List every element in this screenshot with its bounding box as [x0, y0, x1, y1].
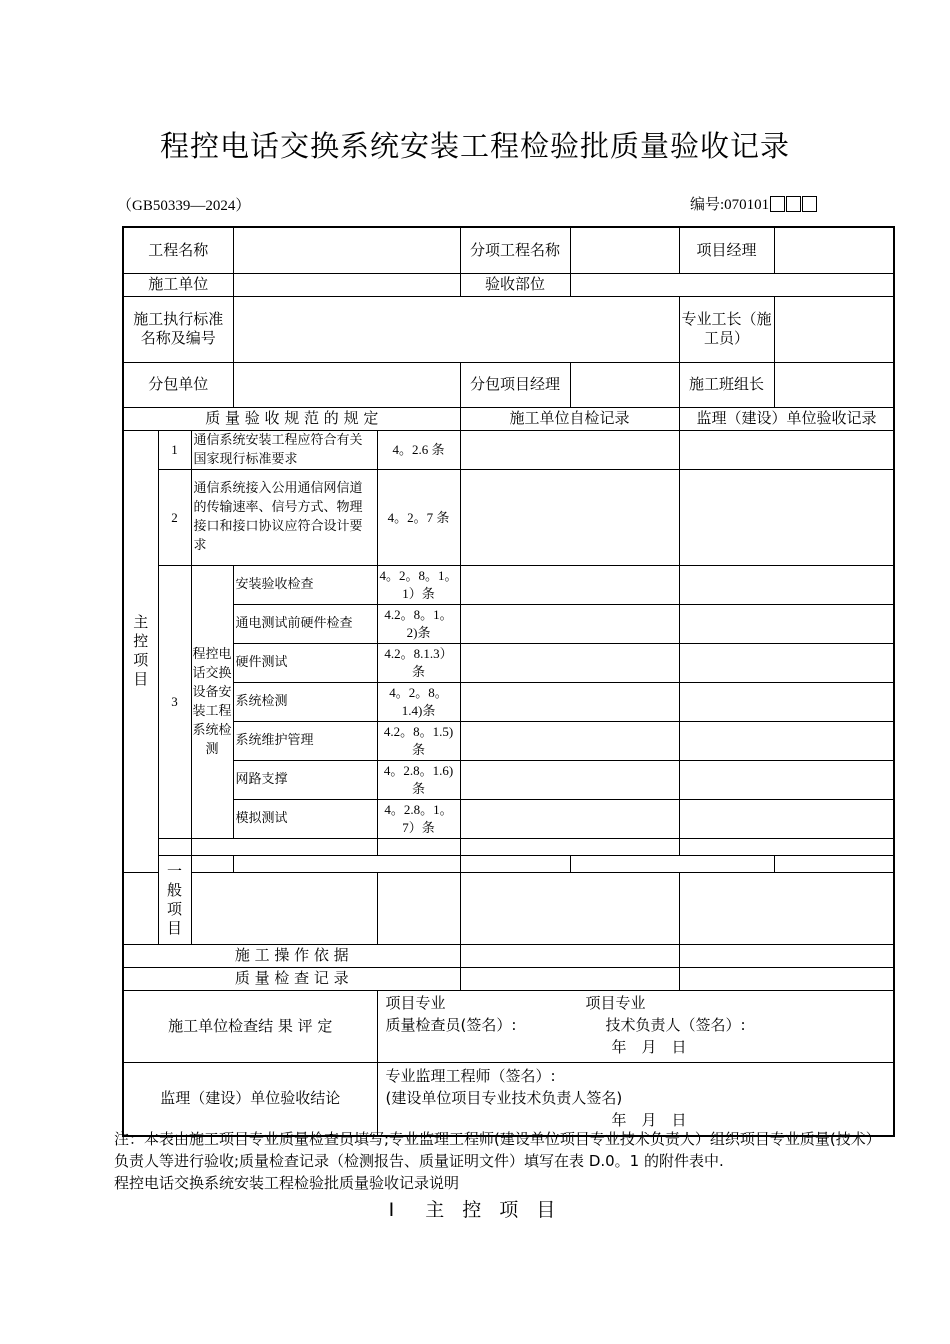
item-clause: 4。2.6 条	[377, 430, 460, 469]
supervision-cell[interactable]	[679, 799, 894, 838]
item-number: 1	[158, 430, 191, 469]
team-leader-value[interactable]	[774, 362, 894, 407]
table-note	[114, 1128, 894, 1194]
item-number: 2	[158, 469, 191, 565]
basis-self-check[interactable]	[460, 944, 679, 967]
item-number: 3	[158, 565, 191, 838]
sub-item-text: 系统检测	[233, 682, 377, 721]
sub-item-text: 硬件测试	[233, 643, 377, 682]
eval-date: 年 月 日	[611, 1110, 687, 1129]
explain-title: 程控电话交换系统安装工程检验批质量验收记录说明	[114, 1174, 460, 1192]
foreman-value[interactable]	[774, 296, 894, 362]
acceptance-table	[122, 226, 895, 1137]
item-clause: 4。2.8。1。7）条	[377, 799, 460, 838]
sub-manager-value[interactable]	[570, 362, 679, 407]
self-check-cell[interactable]	[460, 469, 679, 565]
item-text: 通信系统接入公用通信网信道的传输速率、信号方式、物理接口和接口协议应符合设计要求	[191, 469, 377, 565]
supervision-cell[interactable]	[679, 682, 894, 721]
supervision-column-header: 监理（建设）单位验收记录	[679, 407, 894, 430]
standard-name-value[interactable]	[233, 296, 679, 362]
subcontractor-label: 分包单位	[123, 362, 233, 407]
main-items-label	[123, 430, 158, 872]
empty-cell[interactable]	[191, 872, 377, 944]
self-check-cell[interactable]	[460, 565, 679, 604]
project-manager-value[interactable]	[774, 227, 894, 273]
basis-label: 施 工 操 作 依 据	[123, 944, 460, 967]
main-items-text: 主控项目	[133, 613, 149, 688]
sub-item-text: 系统维护管理	[233, 721, 377, 760]
item-clause: 4。2。7 条	[377, 469, 460, 565]
self-check-cell[interactable]	[460, 799, 679, 838]
empty-cell[interactable]	[158, 838, 191, 855]
supervision-eval-label: 监理（建设）单位验收结论	[123, 1062, 377, 1136]
item-text: 通信系统安装工程应符合有关国家现行标准要求	[191, 430, 377, 469]
team-leader-label: 施工班组长	[679, 362, 774, 407]
eval-row	[386, 992, 886, 1014]
self-check-cell[interactable]	[460, 643, 679, 682]
item-clause: 4。2。8。1.4)条	[377, 682, 460, 721]
sub-item-text: 网路支撑	[233, 760, 377, 799]
empty-cell[interactable]	[460, 855, 570, 872]
number-box[interactable]	[770, 196, 785, 212]
standard-name-label: 施工执行标准名称及编号	[123, 296, 233, 362]
contractor-label: 施工单位	[123, 273, 233, 296]
sub-item-text: 模拟测试	[233, 799, 377, 838]
contractor-value[interactable]	[233, 273, 460, 296]
group-label: 程控电话交换设备安装工程系统检测	[191, 565, 233, 838]
eval-text: 项目专业	[585, 993, 646, 1012]
supervision-cell[interactable]	[679, 643, 894, 682]
foreman-label: 专业工长（施工员）	[679, 296, 774, 362]
project-name-value[interactable]	[233, 227, 460, 273]
contractor-eval-signature[interactable]	[377, 990, 894, 1062]
general-items-label	[158, 855, 191, 944]
empty-cell[interactable]	[460, 872, 679, 944]
empty-cell[interactable]	[679, 872, 894, 944]
supervision-eval-signature[interactable]	[377, 1062, 894, 1136]
record-number	[690, 193, 817, 214]
self-check-cell[interactable]	[460, 430, 679, 469]
general-items-text: 一般项目	[166, 861, 182, 937]
section-heading: Ⅰ 主 控 项 目	[388, 1199, 562, 1221]
empty-cell[interactable]	[377, 872, 460, 944]
project-manager-label: 项目经理	[679, 227, 774, 273]
record-number-label: 编号:070101	[690, 197, 770, 213]
eval-text: 项目专业	[385, 993, 446, 1012]
sub-item-text: 安装验收检查	[233, 565, 377, 604]
empty-cell[interactable]	[460, 838, 679, 855]
supervision-cell[interactable]	[679, 721, 894, 760]
empty-cell[interactable]	[570, 855, 774, 872]
item-clause: 4.2。8。1.5)条	[377, 721, 460, 760]
supervision-cell[interactable]	[679, 604, 894, 643]
eval-text: 质量检查员(签名）:	[385, 1015, 517, 1034]
inspection-label: 质 量 检 查 记 录	[123, 967, 460, 990]
empty-cell[interactable]	[191, 855, 233, 872]
empty-cell[interactable]	[679, 838, 894, 855]
sub-project-label: 分项工程名称	[460, 227, 570, 273]
empty-cell[interactable]	[123, 872, 158, 944]
standard-code: （GB50339—2024）	[117, 198, 251, 214]
inspection-self-check[interactable]	[460, 967, 679, 990]
inspection-supervision[interactable]	[679, 967, 894, 990]
empty-cell[interactable]	[233, 855, 460, 872]
self-check-cell[interactable]	[460, 760, 679, 799]
basis-supervision[interactable]	[679, 944, 894, 967]
contractor-eval-label: 施工单位检查结 果 评 定	[123, 990, 377, 1062]
number-box[interactable]	[802, 196, 817, 212]
subcontractor-value[interactable]	[233, 362, 460, 407]
eval-text: 技术负责人（签名）:	[605, 1015, 746, 1034]
item-clause: 4.2。8。1。2)条	[377, 604, 460, 643]
eval-text: (建设单位项目专业技术负责人签名)	[385, 1088, 623, 1107]
eval-row	[386, 1014, 886, 1036]
supervision-cell[interactable]	[679, 760, 894, 799]
eval-date: 年 月 日	[611, 1037, 687, 1056]
number-box[interactable]	[786, 196, 801, 212]
sub-item-text: 通电测试前硬件检查	[233, 604, 377, 643]
empty-cell[interactable]	[191, 838, 377, 855]
item-clause: 4.2。8.1.3）条	[377, 643, 460, 682]
self-check-cell[interactable]	[460, 682, 679, 721]
supervision-cell[interactable]	[679, 469, 894, 565]
empty-cell[interactable]	[774, 855, 894, 872]
supervision-cell[interactable]	[679, 565, 894, 604]
project-name-label: 工程名称	[123, 227, 233, 273]
self-check-cell[interactable]	[460, 721, 679, 760]
supervision-cell[interactable]	[679, 430, 894, 469]
acceptance-part-value[interactable]	[570, 273, 894, 296]
self-check-cell[interactable]	[460, 604, 679, 643]
acceptance-part-label: 验收部位	[460, 273, 570, 296]
self-check-column-header: 施工单位自检记录	[460, 407, 679, 430]
item-clause: 4。2.8。1.6)条	[377, 760, 460, 799]
note-text: 注：本表由施工项目专业质量检查员填写;专业监理工程师(建设单位项目专业技术负责人）组织项目专业质量(技术）负责人等进行验收;质量检查记录（检测报告、质量证明文件）填写在表 D.0。1 的附件表中.	[114, 1130, 881, 1170]
item-clause: 4。2。8。1。1）条	[377, 565, 460, 604]
spec-column-header: 质 量 验 收 规 范 的 规 定	[123, 407, 460, 430]
sub-manager-label: 分包项目经理	[460, 362, 570, 407]
page-title: 程控电话交换系统安装工程检验批质量验收记录	[159, 129, 790, 163]
eval-text: 专业监理工程师（签名）:	[385, 1066, 556, 1085]
empty-cell[interactable]	[377, 838, 460, 855]
sub-project-value[interactable]	[570, 227, 679, 273]
